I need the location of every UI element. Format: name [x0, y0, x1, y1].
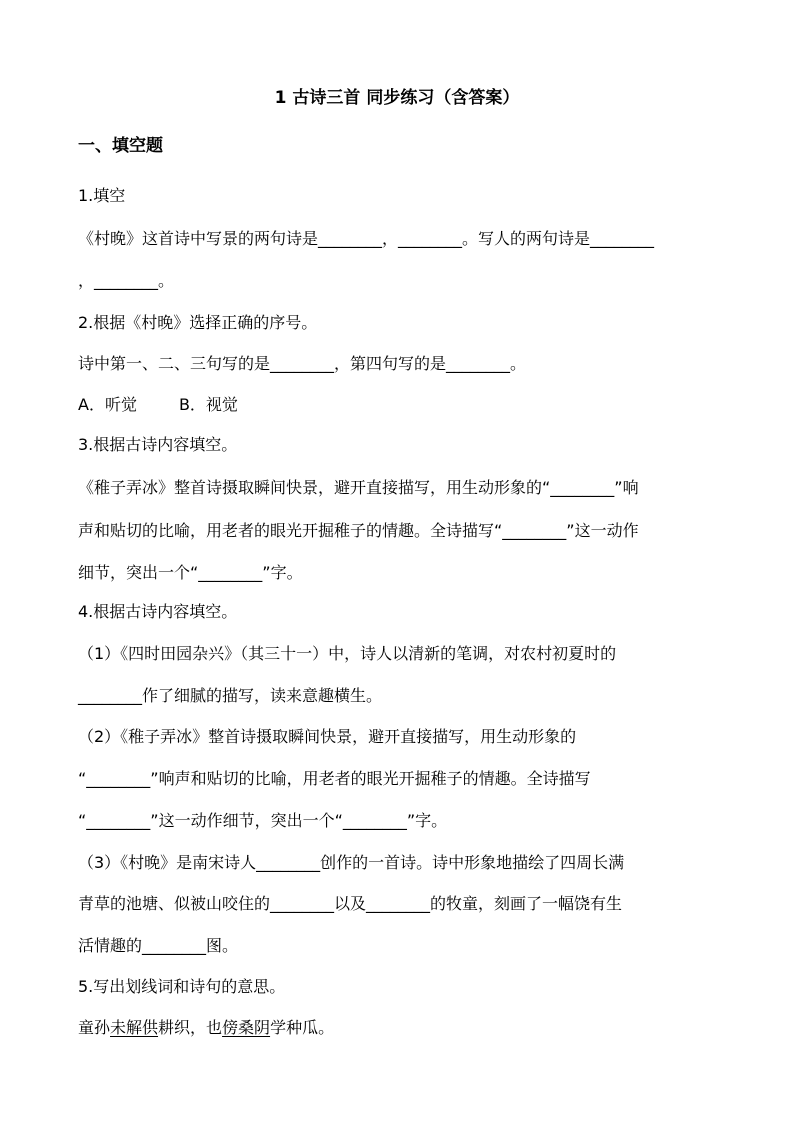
page-title: 1 古诗三首 同步练习（含答案） [274, 88, 520, 108]
option-b: B．视觉 [178, 395, 238, 414]
question-1-line-2: ，________。 [78, 271, 175, 290]
question-3-number: 3.根据古诗内容填空。 [78, 435, 238, 454]
question-5-verse [78, 1016, 738, 1040]
question-5-number: 5.写出划线词和诗句的意思。 [78, 977, 286, 996]
question-3-line-3: 细节，突出一个“________”字。 [78, 563, 303, 582]
underlined-word-2: 傍桑阴 [222, 1018, 271, 1037]
verse-part-c: 学种瓜。 [270, 1018, 335, 1037]
question-4-part-2-line-2: “________”响声和贴切的比喻，用老者的眼光开掘稚子的情趣。全诗描写 [78, 769, 591, 788]
question-4-number: 4.根据古诗内容填空。 [78, 602, 238, 621]
section-heading: 一、填空题 [78, 136, 163, 156]
question-4-part-3-line-3: 活情趣的________图。 [78, 936, 239, 955]
question-4-part-2-line-3: “________”这一动作细节，突出一个“________”字。 [78, 811, 448, 830]
option-a: A．听觉 [78, 395, 137, 414]
question-3-line-2: 声和贴切的比喻，用老者的眼光开掘稚子的情趣。全诗描写“________”这一动作 [78, 521, 639, 540]
verse-part-a: 童孙 [78, 1018, 111, 1037]
question-4-part-3-line-2: 青草的池塘、似被山咬住的________以及________的牧童，刻画了一幅饶有生 [78, 894, 623, 913]
question-1-number: 1.填空 [78, 186, 126, 205]
question-2-line-1: 诗中第一、二、三句写的是________，第四句写的是________。 [78, 354, 527, 373]
question-2-number: 2.根据《村晚》选择正确的序号。 [78, 313, 318, 332]
question-4-part-1-line-2: ________作了细腻的描写，读来意趣横生。 [78, 686, 383, 705]
question-2-options [78, 393, 738, 417]
verse-part-b: 耕织，也 [158, 1018, 223, 1037]
question-4-part-1-line-1: （1）《四时田园杂兴》（其三十一）中，诗人以清新的笔调，对农村初夏时的 [78, 644, 617, 663]
underlined-word-1: 未解供 [110, 1018, 159, 1037]
question-1-line-1: 《村晚》这首诗中写景的两句诗是________，________。写人的两句诗是________ [78, 229, 655, 248]
question-4-part-2-line-1: （2）《稚子弄冰》整首诗摄取瞬间快景，避开直接描写，用生动形象的 [78, 727, 577, 746]
question-4-part-3-line-1: （3）《村晚》是南宋诗人________创作的一首诗。诗中形象地描绘了四周长满 [78, 853, 625, 872]
question-3-line-1: 《稚子弄冰》整首诗摄取瞬间快景，避开直接描写，用生动形象的“________”响 [78, 478, 639, 497]
